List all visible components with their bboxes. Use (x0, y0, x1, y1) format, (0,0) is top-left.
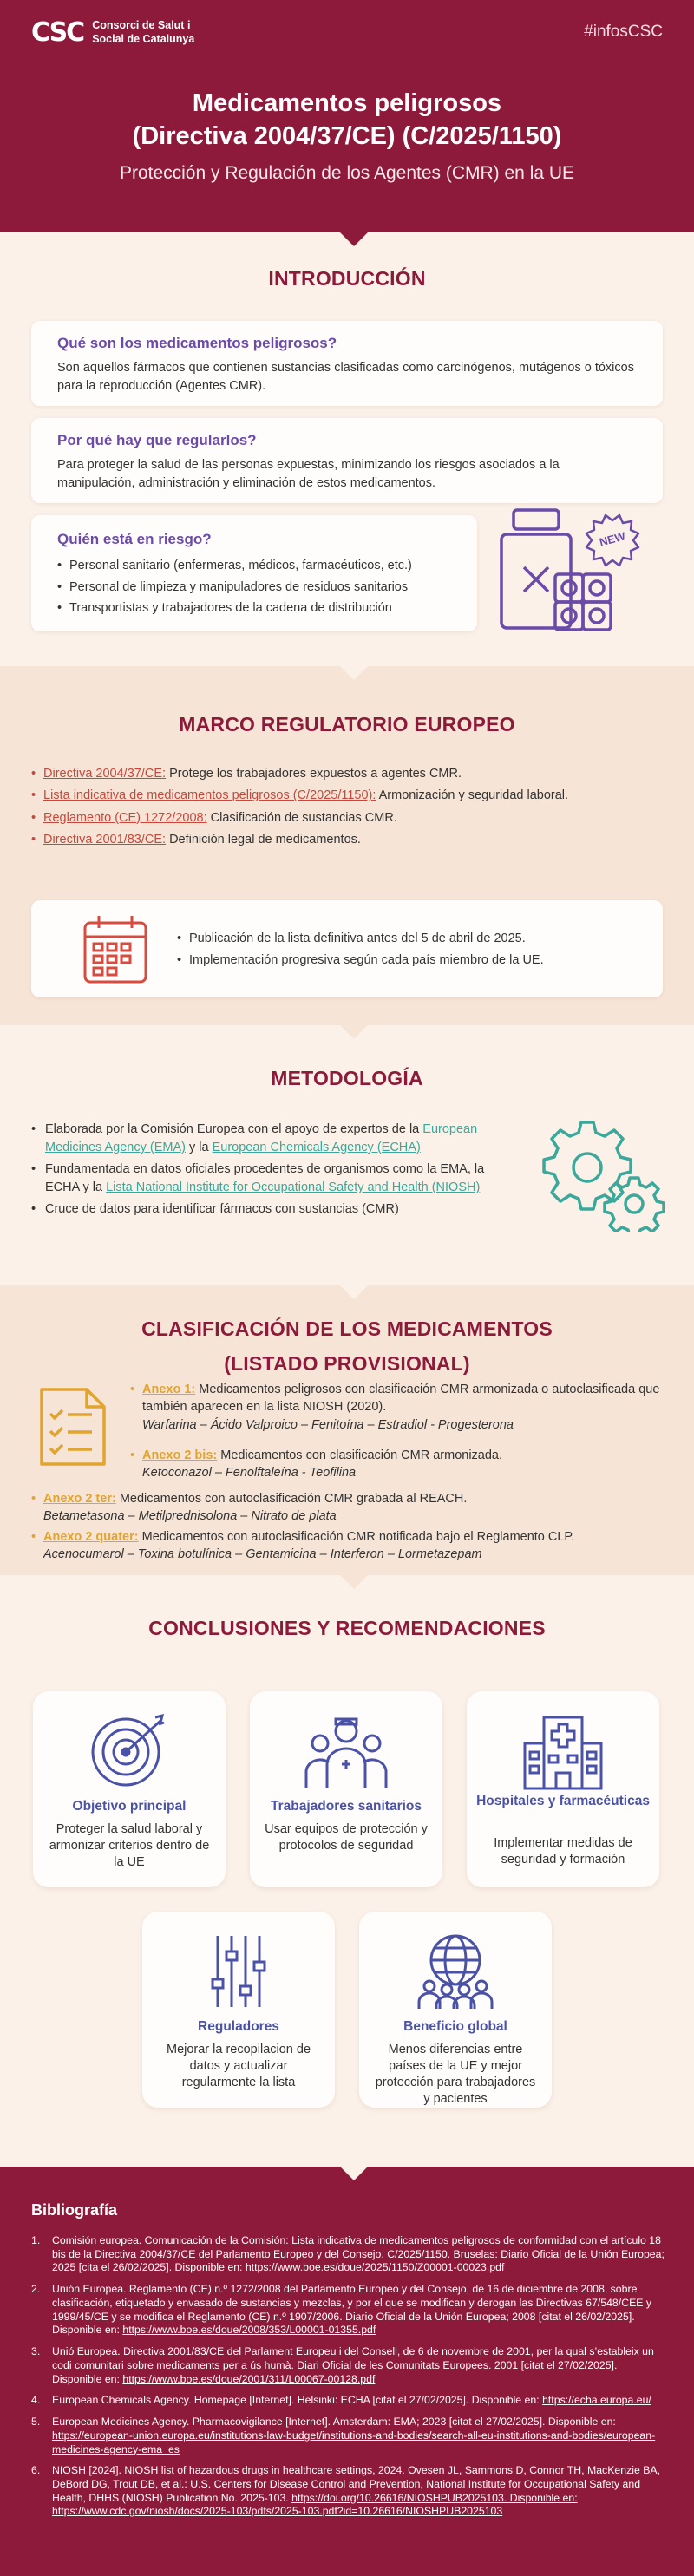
list-item: • Transportistas y trabajadores de la cadena de distribución (57, 598, 451, 619)
annex-drugs: Acenocumarol – Toxina botulínica – Gentamicina – Interferon – Lormetazepam (43, 1547, 482, 1562)
bibliography-title: Bibliografía (31, 2201, 118, 2219)
reference-item (31, 2394, 665, 2408)
list-item (31, 1200, 517, 1219)
annex-text: Medicamentos peligrosos con clasificación CMR armonizada o autoclasificada que también aparecen en la lista NIOSH (2020). (142, 1383, 660, 1415)
regulation-link[interactable]: Directiva 2004/37/CE: (43, 767, 167, 781)
card-who (31, 515, 477, 631)
conclusion-title: Reguladores (198, 2019, 279, 2034)
methodology-title: METODOLOGÍA (271, 1067, 423, 1089)
reference-number: 1. (31, 2234, 41, 2246)
annex-key[interactable]: Anexo 2 ter: (43, 1492, 116, 1506)
list-item (31, 829, 665, 851)
gears-icon (534, 1115, 665, 1232)
classification-section (0, 1285, 694, 1575)
checklist-icon (38, 1386, 108, 1468)
title-line2: (Directiva 2004/37/CE) (C/2025/1150) (132, 122, 562, 151)
conclusion-card (33, 1691, 226, 1887)
annex-item: • Anexo 2 bis: Medicamentos con clasificación CMR armonizada. Ketoconazol – Fenolftaleína - Teofilina (130, 1447, 663, 1482)
list-item (31, 763, 665, 785)
text: Elaborada por la Comisión Europea con el apoyo de expertos de la (45, 1122, 423, 1136)
org-name-line1: Consorci de Salut i (92, 19, 191, 31)
annex-drugs: Betametasona – Metilprednisolona – Nitrato de plata (43, 1509, 337, 1524)
new-badge: NEW (598, 529, 627, 549)
list-item: • Personal sanitario (enfermeras, médicos, farmacéuticos, etc.) (57, 555, 451, 577)
page-subtitle: Protección y Regulación de los Agentes (CMR) en la UE (119, 163, 575, 183)
annex-key[interactable]: Anexo 2 quater: (43, 1530, 139, 1544)
reference-text: European Medicines Agency. Pharmacovigilance [Internet]. Amsterdam: EMA; 2023 [citat el 27/02/2025]. Disponible en: (52, 2416, 616, 2429)
hashtag[interactable]: #infosCSC (584, 23, 663, 41)
annex-text: Medicamentos con clasificación CMR armonizada. (217, 1448, 503, 1462)
reference-link[interactable]: https://www.boe.es/doue/2025/1150/Z00001-00023.pdf (245, 2261, 505, 2274)
conclusion-card (142, 1912, 335, 2108)
annex-key[interactable]: Anexo 2 bis: (142, 1448, 218, 1462)
section-notch (340, 666, 368, 680)
csc-logo: CSC (31, 16, 84, 48)
calendar-list (177, 928, 544, 971)
globe-people-icon (412, 1932, 499, 2010)
intro-section (0, 232, 694, 666)
answer-why: Para proteger la salud de las personas expuestas, minimizando los riesgos asociados a la manipulación, administración y eliminación de estos medicamentos. (57, 458, 560, 491)
calendar-card (31, 900, 663, 997)
methodology-section (0, 1025, 694, 1285)
answer-what: Son aquellos fármacos que contienen sustancias clasificadas como carcinógenos, mutágenos o tóxicos para la reproducción (Agentes CMR). (57, 361, 634, 394)
niosh-link[interactable]: Lista National Institute for Occupational Safety and Health (NIOSH) (106, 1180, 481, 1195)
list-item (31, 785, 665, 807)
medicine-bottle-icon (491, 505, 656, 635)
reference-text: Comisión europea. Comunicación de la Comisión: Lista indicativa de medicamentos peligrosos de conformidad con el artículo 18 bis de la Directiva 2004/37/CE del Parlamento Europeo y del Consejo. C/2025/1150. Bruselas: Diario Oficial de la Unión Europea; 2025 [cita el 26/02/2025]. Disponible en: (52, 2234, 665, 2274)
calendar-icon (82, 912, 149, 985)
intro-title: INTRODUCCIÓN (268, 267, 426, 290)
regulation-text: Armonización y seguridad laboral. (376, 788, 569, 803)
conclusion-card (359, 1912, 552, 2108)
annex-drugs: Ketoconazol – Fenolftaleína - Teofilina (142, 1466, 357, 1481)
org-name-line2: Social de Catalunya (92, 32, 195, 45)
classification-title-line1: CLASIFICACIÓN DE LOS MEDICAMENTOS (141, 1317, 553, 1340)
classification-title (0, 1311, 694, 1382)
echa-link[interactable]: European Chemicals Agency (ECHA) (212, 1141, 421, 1155)
annex-item: • Anexo 2 quater: Medicamentos con autoclasificación CMR notificada bajo el Reglamento CLP. Acenocumarol – Toxina botulínica – Gentamicina – Interferon – Lormetazepam (31, 1528, 673, 1564)
reference-item (31, 2234, 665, 2275)
conclusion-card (250, 1691, 442, 1887)
annex-text: Medicamentos con autoclasificación CMR grabada al REACH. (115, 1492, 468, 1506)
text: Cruce de datos para identificar fármacos con sustancias (CMR) (45, 1202, 399, 1217)
title-line1: Medicamentos peligrosos (192, 89, 502, 117)
reference-list (31, 2234, 665, 2527)
list-item (31, 1121, 517, 1157)
conclusion-title: Trabajadores sanitarios (270, 1799, 422, 1814)
text: Fundamentada en datos oficiales procedentes de organismos como la EMA, la ECHA y la (45, 1162, 485, 1195)
reference-link[interactable]: https://doi.org/10.26616/NIOSHPUB2025103. Disponible en: https://www.cdc.gov/niosh/docs/2025-103/pdfs/2025-103.pdf?id=10.26616/NIOSHPUB2025103 (52, 2491, 578, 2518)
reference-text: Unió Europea. Directiva 2001/83/CE del Parlament Europeu i del Consell, de 6 de novembre de 2001, per la qual s’estableix un codi comunitari sobre medicaments per a ús humà. Diari Oficial de les Comunitats Europees. 2001 [citat el 27/02/2025]. Disponible en: (52, 2345, 654, 2385)
reference-item (31, 2464, 665, 2519)
conclusion-text: Mejorar la recopilacion de datos y actualizar regularmente la lista (166, 2043, 311, 2089)
regulation-text: Definición legal de medicamentos. (166, 833, 361, 847)
conclusion-title: Hospitales y farmacéuticas (476, 1794, 650, 1808)
sliders-icon (195, 1932, 282, 2010)
reference-link[interactable]: https://echa.europa.eu/ (542, 2394, 651, 2407)
section-notch (340, 1285, 368, 1299)
reference-number: 6. (31, 2464, 41, 2477)
methodology-list (31, 1121, 517, 1222)
healthcare-workers-icon (303, 1712, 390, 1790)
annex-drugs: Warfarina – Ácido Valproico – Fenitoína – Estradiol - Progesterona (142, 1417, 514, 1432)
regulatory-section (0, 666, 694, 1025)
list-item: • Personal de limpieza y manipuladores de residuos sanitarios (57, 577, 451, 598)
regulation-link[interactable]: Lista indicativa de medicamentos peligrosos (C/2025/1150): (43, 788, 376, 803)
reference-item (31, 2283, 665, 2337)
risk-list (57, 555, 451, 619)
reference-item (31, 2345, 665, 2386)
reference-number: 2. (31, 2283, 41, 2296)
regulation-link[interactable]: Reglamento (CE) 1272/2008: (43, 810, 207, 825)
regulation-link[interactable]: Directiva 2001/83/CE: (43, 833, 167, 847)
conclusion-title: Objetivo principal (72, 1799, 187, 1814)
hospital-icon (520, 1712, 606, 1790)
conclusion-title: Beneficio global (403, 2019, 507, 2034)
regulation-text: Protege los trabajadores expuestos a agentes CMR. (166, 767, 462, 781)
annex-item: • Anexo 1: Medicamentos peligrosos con clasificación CMR armonizada o autoclasificada que también aparecen en la lista NIOSH (2020). Warfarina – Ácido Valproico – Fenitoína – Estradiol - Progesterona (130, 1381, 663, 1434)
conclusion-text: Usar equipos de protección y protocolos de seguridad (265, 1822, 428, 1853)
question-who: Quién está en riesgo? (57, 531, 212, 547)
regulation-list (31, 763, 665, 852)
conclusion-card (467, 1691, 659, 1887)
reference-number: 3. (31, 2345, 41, 2358)
conclusions-section (0, 1575, 694, 2167)
reference-text: Unión Europea. Reglamento (CE) n.º 1272/2008 del Parlamento Europeo y del Consejo, de 16 de diciembre de 2008, sobre clasificación, etiquetado y envasado de sustancias y mezclas, y por el que se modifican y derogan las Directivas 67/548/CEE y 1999/45/CE y se modifica el Reglamento (CE) n.º 1907/2006. Diario Oficial de la Unión Europea; 2008 [citat el 26/02/2025]. Disponible en: (52, 2283, 652, 2337)
target-icon (86, 1712, 173, 1790)
list-item (31, 807, 665, 829)
conclusions-title: CONCLUSIONES Y RECOMENDACIONES (148, 1617, 546, 1639)
conclusion-text: Menos diferencias entre países de la UE y mejor protección para trabajadores y pacientes (375, 2043, 536, 2106)
conclusion-text: Implementar medidas de seguridad y formación (494, 1836, 632, 1867)
annex-item: • Anexo 2 ter: Medicamentos con autoclasificación CMR grabada al REACH. Betametasona – Metilprednisolona – Nitrato de plata (31, 1490, 665, 1526)
conclusion-text: Proteger la salud laboral y armonizar criterios dentro de la UE (49, 1822, 210, 1869)
question-why: Por qué hay que regularlos? (57, 432, 257, 448)
classification-title-line2: (LISTADO PROVISIONAL) (224, 1352, 470, 1376)
reference-number: 5. (31, 2416, 41, 2429)
text: y la (185, 1141, 213, 1155)
bibliography-section (0, 2167, 694, 2576)
section-notch (340, 1025, 368, 1039)
regulation-text: Clasificación de sustancias CMR. (206, 810, 397, 825)
ema-link[interactable]: European Medicines Agency (EMA) (45, 1122, 478, 1155)
card-why (31, 418, 663, 503)
reference-item (31, 2416, 665, 2456)
reference-link[interactable]: https://european-union.europa.eu/institutions-law-budget/institutions-and-bodies/search-all-eu-institutions-and-bodies/european-medicines-agency-ema_es (52, 2429, 656, 2455)
org-name (92, 19, 194, 46)
annex-key[interactable]: Anexo 1: (142, 1383, 196, 1396)
regulatory-title: MARCO REGULATORIO EUROPEO (179, 713, 515, 736)
section-notch (340, 1575, 368, 1589)
list-item: • Implementación progresiva según cada país miembro de la UE. (177, 950, 544, 971)
reference-text: European Chemicals Agency. Homepage [Internet]. Helsinki: ECHA [citat el 27/02/2025]. Disponible en: (52, 2394, 543, 2407)
brand[interactable] (31, 16, 195, 48)
reference-link[interactable]: https://www.boe.es/doue/2001/311/L00067-00128.pdf (122, 2372, 376, 2385)
reference-text: NIOSH [2024]. NIOSH list of hazardous drugs in healthcare settings, 2024. Ovesen JL, Sammons D, Connor TH, MacKenzie BA, DeBord DG, Trout DB, et al.: U.S. Centers for Disease Control and Prevention, National Institute for Occupational Safety and Health, DHHS (NIOSH) Publication No. 2025-103. (52, 2464, 661, 2504)
list-item: • Publicación de la lista definitiva antes del 5 de abril de 2025. (177, 928, 544, 950)
section-notch (340, 2167, 368, 2180)
reference-number: 4. (31, 2394, 41, 2407)
header (0, 0, 694, 232)
list-item (31, 1161, 517, 1197)
section-notch (340, 232, 368, 246)
annex-text: Medicamentos con autoclasificación CMR notificada bajo el Reglamento CLP. (138, 1530, 575, 1544)
reference-link[interactable]: https://www.boe.es/doue/2008/353/L00001-01355.pdf (122, 2324, 376, 2337)
card-what (31, 321, 663, 406)
page-title (0, 87, 694, 154)
question-what: Qué son los medicamentos peligrosos? (57, 335, 337, 351)
